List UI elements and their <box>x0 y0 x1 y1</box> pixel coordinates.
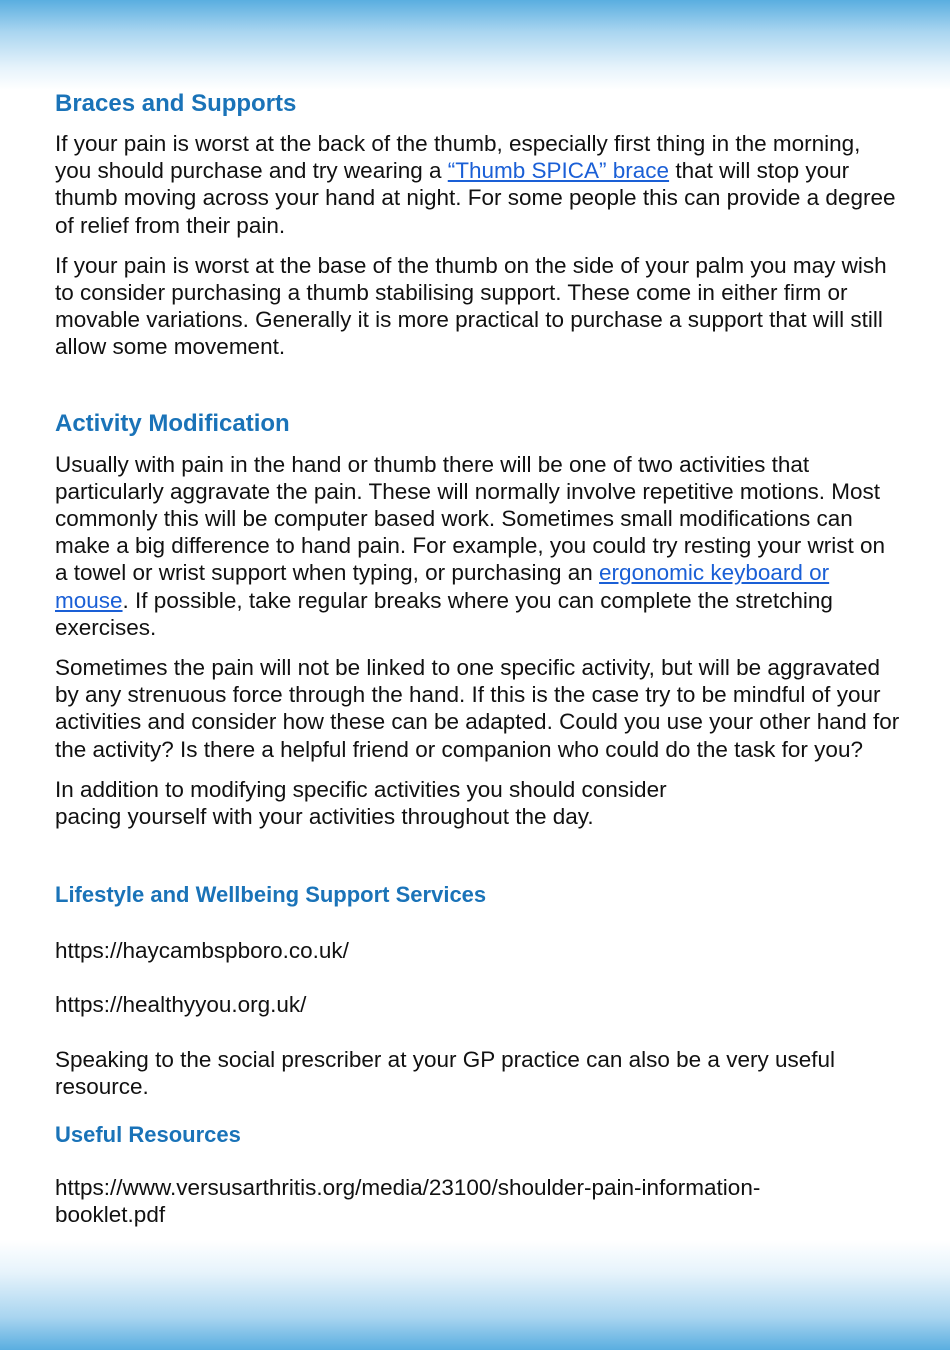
thumb-spica-brace-link[interactable]: “Thumb SPICA” brace <box>447 158 670 184</box>
activity-paragraph-1: Usually with pain in the hand or thumb there will be one of two activities that particularly aggravate the pain. These will normally involve repetitive motions. Most commonly this will be computer based work. Sometimes small modifications can make a big difference to hand pain. For example, you could try resting your wrist on a towel or wrist support when typing, or purchasing an ergonomic keyboard or mouse. If possible, take regular breaks where you can complete the stretching exercises. <box>55 451 886 640</box>
lifestyle-url-1: https://haycambspboro.co.uk/ <box>55 938 349 964</box>
activity-paragraph-3: In addition to modifying specific activities you should consider pacing yourself with your activities throughout the day. <box>55 776 667 830</box>
lifestyle-url-2: https://healthyyou.org.uk/ <box>55 992 307 1018</box>
resources-url-1: https://www.versusarthritis.org/media/23100/shoulder-pain-information- booklet.pdf <box>55 1175 761 1228</box>
top-gradient-band <box>0 0 950 90</box>
activity-paragraph-2: Sometimes the pain will not be linked to one specific activity, but will be aggravated by any strenuous force through the hand. If this is the case try to be mindful of your activities and consider how these can be adapted. Could you use your other hand for the activity? Is there a helpful friend or companion who could do the task for you? <box>55 655 900 762</box>
bottom-gradient-band <box>0 1240 950 1350</box>
braces-heading: Braces and Supports <box>55 90 297 117</box>
ergonomic-keyboard-link[interactable]: ergonomic keyboard or mouse <box>55 560 830 613</box>
activity-heading: Activity Modification <box>55 409 290 437</box>
social-prescriber-note: Speaking to the social prescriber at your GP practice can also be a very useful resource. <box>55 1046 835 1099</box>
braces-paragraph-1: If your pain is worst at the back of the thumb, especially first thing in the morning, you should purchase and try wearing a “Thumb SPICA” brace that will stop your thumb moving across your hand at night. For some people this can provide a degree of relief from their pain. <box>55 131 896 238</box>
document-page <box>55 88 900 1228</box>
braces-paragraph-2: If your pain is worst at the base of the thumb on the side of your palm you may wish to consider purchasing a thumb stabilising support. These come in either firm or movable variations. Generally it is more practical to purchase a support that will still allow some movement. <box>55 252 887 360</box>
lifestyle-heading: Lifestyle and Wellbeing Support Services <box>55 882 487 908</box>
resources-heading: Useful Resources <box>55 1122 241 1148</box>
